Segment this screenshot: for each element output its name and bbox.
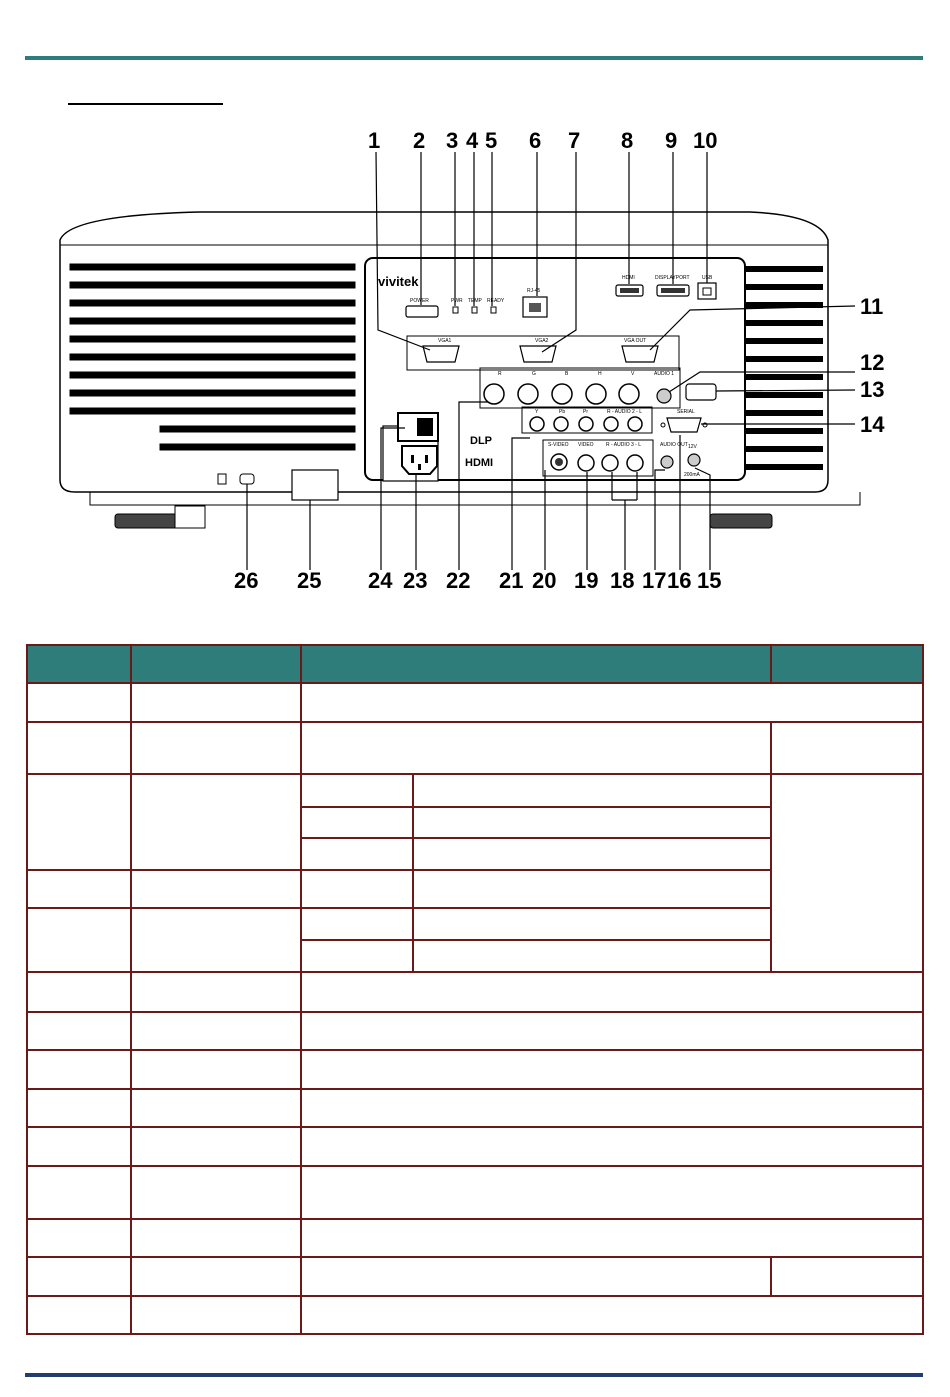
bnc-v-label: V: [631, 371, 635, 377]
hdmi-logo: HDMI: [465, 457, 494, 469]
vga2-port[interactable]: [520, 346, 556, 362]
temp-led: [472, 307, 477, 313]
callout-12: 12: [860, 350, 885, 375]
audio2-r-port[interactable]: [604, 417, 618, 431]
pb-port[interactable]: [554, 417, 568, 431]
bnc-g-port[interactable]: [518, 384, 538, 404]
bnc-h-label: H: [598, 371, 602, 377]
svideo-label: S-VIDEO: [548, 442, 569, 448]
bnc-b-label: B: [565, 371, 569, 377]
bottom-rule: [25, 1373, 923, 1377]
callout-25: 25: [297, 568, 322, 593]
displayport-label: DISPLAYPORT: [655, 275, 690, 281]
12v-label: 12V: [688, 444, 697, 450]
callout-16: 16: [667, 568, 692, 593]
callout-22: 22: [446, 568, 471, 593]
vga-out-label: VGA OUT: [624, 338, 647, 344]
power-button[interactable]: [406, 306, 438, 317]
bnc-b-port[interactable]: [552, 384, 572, 404]
vga-out-port[interactable]: [622, 346, 658, 362]
table-header-row: [27, 645, 923, 683]
table-row: [27, 972, 923, 1012]
bnc-g-label: G: [532, 371, 536, 377]
video-port[interactable]: [578, 455, 594, 471]
kensington-lock-icon: [218, 474, 226, 484]
table-row: [27, 1257, 923, 1296]
callout-6: 6: [529, 128, 542, 153]
callout-1: 1: [368, 128, 381, 153]
ir-receiver: [686, 384, 716, 400]
table-row: [27, 1296, 923, 1334]
audio2-l-port[interactable]: [628, 417, 642, 431]
pr-port[interactable]: [579, 417, 593, 431]
audio3-r-port[interactable]: [602, 455, 618, 471]
table-row: [27, 722, 923, 774]
brand-logo: vivitek: [378, 274, 419, 289]
table-row: [27, 1127, 923, 1166]
callout-20: 20: [532, 568, 557, 593]
header-cell: [771, 645, 923, 683]
table-row: [27, 1166, 923, 1219]
security-bar[interactable]: [292, 470, 338, 500]
audio3-label: R - AUDIO 3 - L: [606, 442, 642, 448]
header-cell: [301, 645, 771, 683]
table-row: [27, 683, 923, 722]
callout-2: 2: [413, 128, 426, 153]
audio2-label: R - AUDIO 2 - L: [607, 409, 643, 415]
callout-18: 18: [610, 568, 635, 593]
callout-19: 19: [574, 568, 599, 593]
table-row: [27, 1050, 923, 1089]
audio3-l-port[interactable]: [627, 455, 643, 471]
section-heading-underline: [68, 103, 223, 105]
bnc-h-port[interactable]: [586, 384, 606, 404]
callout-5: 5: [485, 128, 498, 153]
serial-port[interactable]: [667, 418, 701, 432]
pb-label: Pb: [559, 409, 566, 415]
callout-3: 3: [446, 128, 459, 153]
callout-9: 9: [665, 128, 678, 153]
callout-26: 26: [234, 568, 259, 593]
pwr-led: [453, 307, 458, 313]
temp-led-label: TEMP: [468, 298, 482, 304]
callout-14: 14: [860, 412, 885, 437]
callout-13: 13: [860, 377, 885, 402]
vga1-port[interactable]: [423, 346, 459, 362]
vga2-label: VGA2: [535, 338, 549, 344]
callout-11: 11: [860, 294, 884, 319]
table-row: [27, 774, 923, 807]
top-rule: [25, 56, 923, 60]
header-cell: [27, 645, 131, 683]
usb-label: USB: [702, 275, 713, 281]
callout-21: 21: [499, 568, 524, 593]
callout-17: 17: [642, 568, 667, 593]
rj45-label: RJ-45: [527, 288, 541, 294]
callout-7: 7: [568, 128, 581, 153]
callout-24: 24: [368, 568, 393, 593]
callout-8: 8: [621, 128, 634, 153]
audio-out-label: AUDIO OUT: [660, 442, 688, 448]
ready-led: [491, 307, 496, 313]
callout-4: 4: [466, 128, 479, 153]
audio1-port[interactable]: [657, 389, 671, 403]
table-row: [27, 1089, 923, 1127]
table-row: [27, 1219, 923, 1257]
callout-23: 23: [403, 568, 428, 593]
adjustable-feet: [115, 506, 772, 528]
callout-10: 10: [693, 128, 718, 153]
200ma-label: 200mA: [684, 472, 700, 478]
projector-rear-diagram: [0, 120, 950, 600]
y-port[interactable]: [530, 417, 544, 431]
audio1-label: AUDIO 1: [654, 371, 675, 377]
kensington-lock-slot[interactable]: [240, 474, 254, 484]
bnc-r-port[interactable]: [484, 384, 504, 404]
connector-spec-table: [26, 644, 924, 1335]
ready-led-label: READY: [487, 298, 505, 304]
dlp-logo: DLP: [470, 435, 492, 447]
pwr-led-label: PWR: [451, 298, 463, 304]
12v-trigger-port[interactable]: [688, 454, 700, 466]
hdmi-port-label: HDMI: [622, 275, 635, 281]
table-row: [27, 1012, 923, 1050]
vga1-label: VGA1: [438, 338, 452, 344]
power-label: POWER: [410, 298, 429, 304]
bnc-v-port[interactable]: [619, 384, 639, 404]
header-cell: [131, 645, 301, 683]
y-label: Y: [535, 409, 539, 415]
pr-label: Pr: [583, 409, 588, 415]
bnc-r-label: R: [498, 371, 502, 377]
audio-out-port[interactable]: [661, 456, 673, 468]
serial-label: SERIAL: [677, 409, 695, 415]
callout-15: 15: [697, 568, 722, 593]
video-label: VIDEO: [578, 442, 594, 448]
